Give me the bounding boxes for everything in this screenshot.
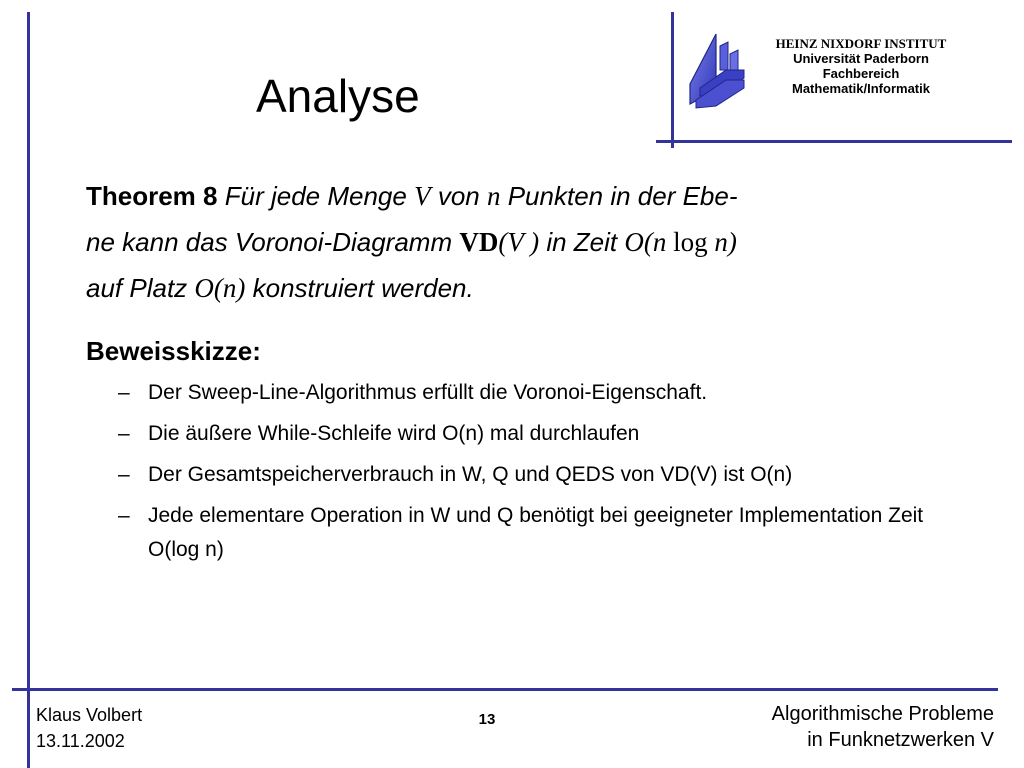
proof-bullet-list	[118, 376, 978, 574]
bullet-text: Die äußere While-Schleife wird O(n) mal durchlaufen	[148, 422, 640, 445]
bullet-text: Jede elementare Operation in W und Q benötigt bei geeigneter Implementation Zeit O(log n)	[148, 504, 924, 561]
theorem-label: Theorem 8	[86, 181, 218, 211]
bullet-dash: –	[118, 422, 130, 445]
frame-bottom-line	[12, 688, 998, 691]
list-item	[118, 376, 978, 410]
math-vd-name: VD	[459, 227, 499, 257]
heinz-nixdorf-logo-icon	[686, 30, 748, 112]
bullet-text: Der Sweep-Line-Algorithmus erfüllt die Voronoi-Eigenschaft.	[148, 381, 708, 404]
department-label: Fachbereich	[822, 66, 900, 81]
theorem-text-2: von	[437, 181, 480, 211]
theorem-text-3: Punkten in der Ebe-	[507, 181, 738, 211]
proof-heading: Beweisskizze:	[86, 336, 261, 366]
bullet-dash: –	[118, 504, 130, 527]
theorem-text-7: konstruiert werden.	[252, 273, 474, 303]
university-name: Universität Paderborn	[793, 51, 929, 66]
bullet-text: Der Gesamtspeicherverbrauch in W, Q und QEDS von VD(V) ist O(n)	[148, 463, 793, 486]
department-name: Mathematik/Informatik	[792, 81, 930, 96]
bullet-dash: –	[118, 381, 130, 404]
math-n: n	[486, 181, 501, 211]
math-time-log: log	[673, 227, 708, 257]
math-vd-arg: (V )	[498, 227, 540, 257]
math-time-n: n)	[714, 227, 737, 257]
list-item	[118, 417, 978, 451]
course-title-line-2: in Funknetzwerken V	[807, 729, 994, 751]
theorem-text-1: Für jede Menge	[224, 181, 407, 211]
list-item	[118, 499, 978, 567]
theorem-text-4: ne kann das Voronoi-Diagramm	[86, 227, 453, 257]
theorem-text-5: in Zeit	[546, 227, 618, 257]
frame-left-line	[27, 12, 30, 768]
page-number: 13	[478, 711, 496, 728]
institute-name: HEINZ NIXDORF INSTITUT	[775, 36, 947, 51]
institute-block	[752, 36, 970, 96]
theorem-block	[86, 173, 946, 311]
theorem-text-6: auf Platz	[86, 273, 188, 303]
math-time-bound	[624, 227, 737, 257]
math-V: V	[414, 181, 431, 211]
footer-author-block	[36, 702, 142, 754]
slide-title: Analyse	[256, 70, 420, 122]
header-divider-vertical	[671, 12, 674, 148]
list-item	[118, 458, 978, 492]
header-divider-horizontal	[656, 140, 1012, 143]
bullet-dash: –	[118, 463, 130, 486]
course-title-line-1: Algorithmische Probleme	[771, 703, 994, 725]
math-vd	[459, 227, 539, 257]
presentation-date: 13.11.2002	[36, 731, 125, 751]
math-space-bound: O(n)	[194, 273, 246, 303]
author-name: Klaus Volbert	[36, 705, 143, 725]
math-time-o: O(n	[624, 227, 667, 257]
footer-course-block	[772, 701, 994, 753]
